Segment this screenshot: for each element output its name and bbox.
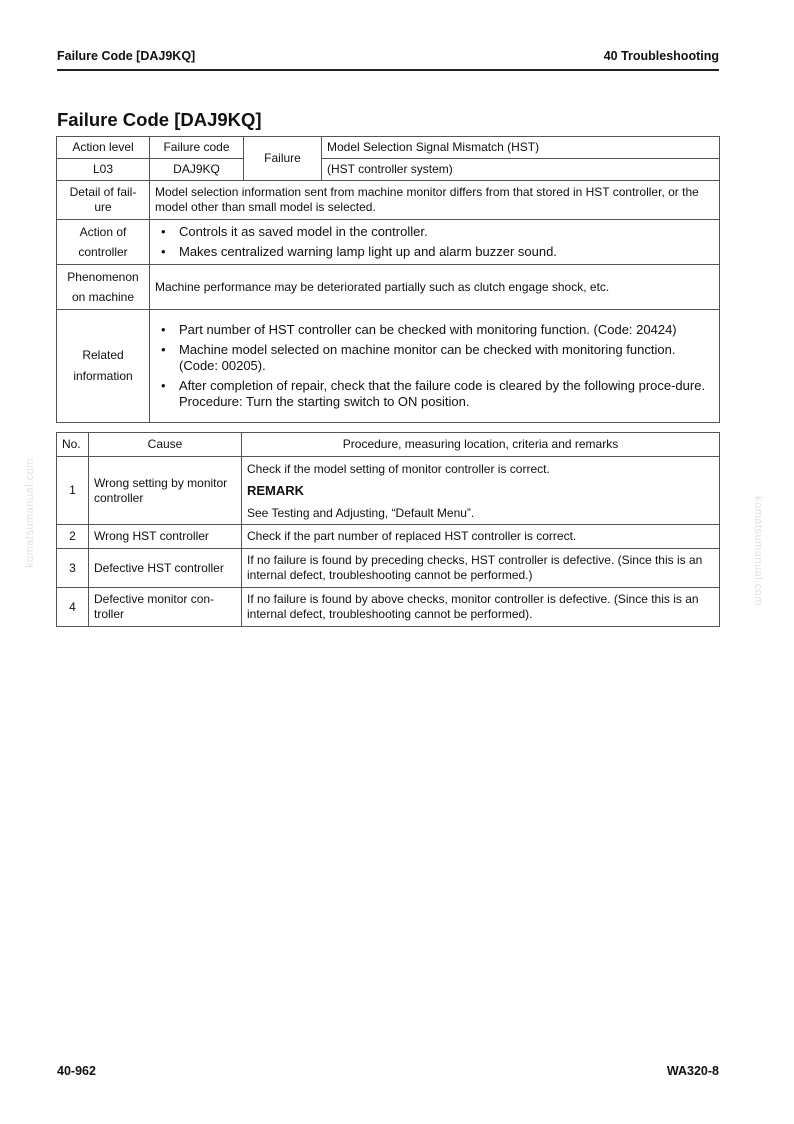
- row-number: 1: [57, 457, 89, 525]
- failure-code-value: DAJ9KQ: [150, 159, 244, 181]
- watermark-left: komatsumanual.com: [24, 458, 36, 568]
- remark-label: REMARK: [247, 482, 305, 498]
- table-row: [57, 525, 720, 549]
- related-content: [150, 310, 720, 423]
- col-header-cause: Cause: [89, 433, 242, 457]
- failure-label: Failure: [244, 137, 322, 181]
- action-level-label: Action level: [57, 137, 150, 159]
- detail-label: Detail of fail-ure: [57, 181, 150, 220]
- watermark-right: komatsumanual.com: [752, 496, 764, 606]
- related-procedure: Procedure: Turn the starting switch to ON position.: [179, 394, 470, 409]
- row-procedure: [242, 457, 720, 525]
- table-row: [57, 588, 720, 627]
- related-label: Related information: [57, 310, 150, 423]
- failure-name-line1: Model Selection Signal Mismatch (HST): [327, 140, 540, 154]
- bullet-icon: •: [161, 224, 166, 239]
- row-number: 4: [57, 588, 89, 627]
- row-cause: Wrong HST controller: [89, 525, 242, 549]
- cause-table: [56, 432, 720, 627]
- page-title: Failure Code [DAJ9KQ]: [57, 109, 262, 130]
- action-level-value: L03: [57, 159, 150, 181]
- failure-code-label: Failure code: [150, 137, 244, 159]
- row-number: 3: [57, 549, 89, 588]
- row-cause: Defective HST controller: [89, 549, 242, 588]
- remark-text: See Testing and Adjusting, “Default Menu”.: [247, 505, 475, 520]
- action-item: • Makes centralized warning lamp light up and alarm buzzer sound.: [155, 242, 714, 262]
- action-item: • Controls it as saved model in the controller.: [155, 222, 714, 242]
- bullet-icon: •: [161, 378, 166, 393]
- failure-name-line2: (HST controller system): [327, 162, 453, 176]
- page-number: 40-962: [57, 1064, 96, 1078]
- row-procedure: If no failure is found by preceding checks, HST controller is defective. (Since this is an internal defect, troubleshooting cannot be performed.): [242, 549, 720, 588]
- row-procedure: If no failure is found by above checks, monitor controller is defective. (Since this is an internal defect, troubleshooting cannot be performed).: [242, 588, 720, 627]
- failure-name: [322, 137, 720, 159]
- bullet-icon: •: [161, 322, 166, 337]
- procedure-text: Check if the model setting of monitor controller is correct.: [247, 461, 550, 476]
- phenomenon-label: Phenomenon on machine: [57, 265, 150, 310]
- row-procedure: Check if the part number of replaced HST controller is correct.: [242, 525, 720, 549]
- bullet-icon: •: [161, 342, 166, 357]
- failure-info-table: [56, 136, 720, 423]
- action-label: Action of controller: [57, 220, 150, 265]
- col-header-no: No.: [57, 433, 89, 457]
- row-cause: Defective monitor con-troller: [89, 588, 242, 627]
- action-content: [150, 220, 720, 265]
- detail-text: Model selection information sent from machine monitor differs from that stored in HST controller, or the model other than small model is selected.: [150, 181, 720, 220]
- bullet-icon: •: [161, 244, 166, 259]
- related-item: • After completion of repair, check that the failure code is cleared by the following proce-dure. Procedure: Turn the starting switch to ON position.: [161, 378, 706, 409]
- row-number: 2: [57, 525, 89, 549]
- failure-system: [322, 159, 720, 181]
- header-chapter-title: 40 Troubleshooting: [603, 49, 719, 63]
- related-item: • Part number of HST controller can be checked with monitoring function. (Code: 20424): [161, 322, 677, 337]
- header-section-title: Failure Code [DAJ9KQ]: [57, 49, 196, 63]
- row-cause: Wrong setting by monitor controller: [89, 457, 242, 525]
- phenomenon-text: Machine performance may be deteriorated partially such as clutch engage shock, etc.: [150, 265, 720, 310]
- col-header-procedure: Procedure, measuring location, criteria and remarks: [242, 433, 720, 457]
- page-header: [57, 49, 719, 71]
- table-row: [57, 457, 720, 525]
- table-row: [57, 549, 720, 588]
- model-number: WA320-8: [666, 1064, 719, 1078]
- related-item: • Machine model selected on machine monitor can be checked with monitoring function. (Code: 00205).: [161, 342, 676, 373]
